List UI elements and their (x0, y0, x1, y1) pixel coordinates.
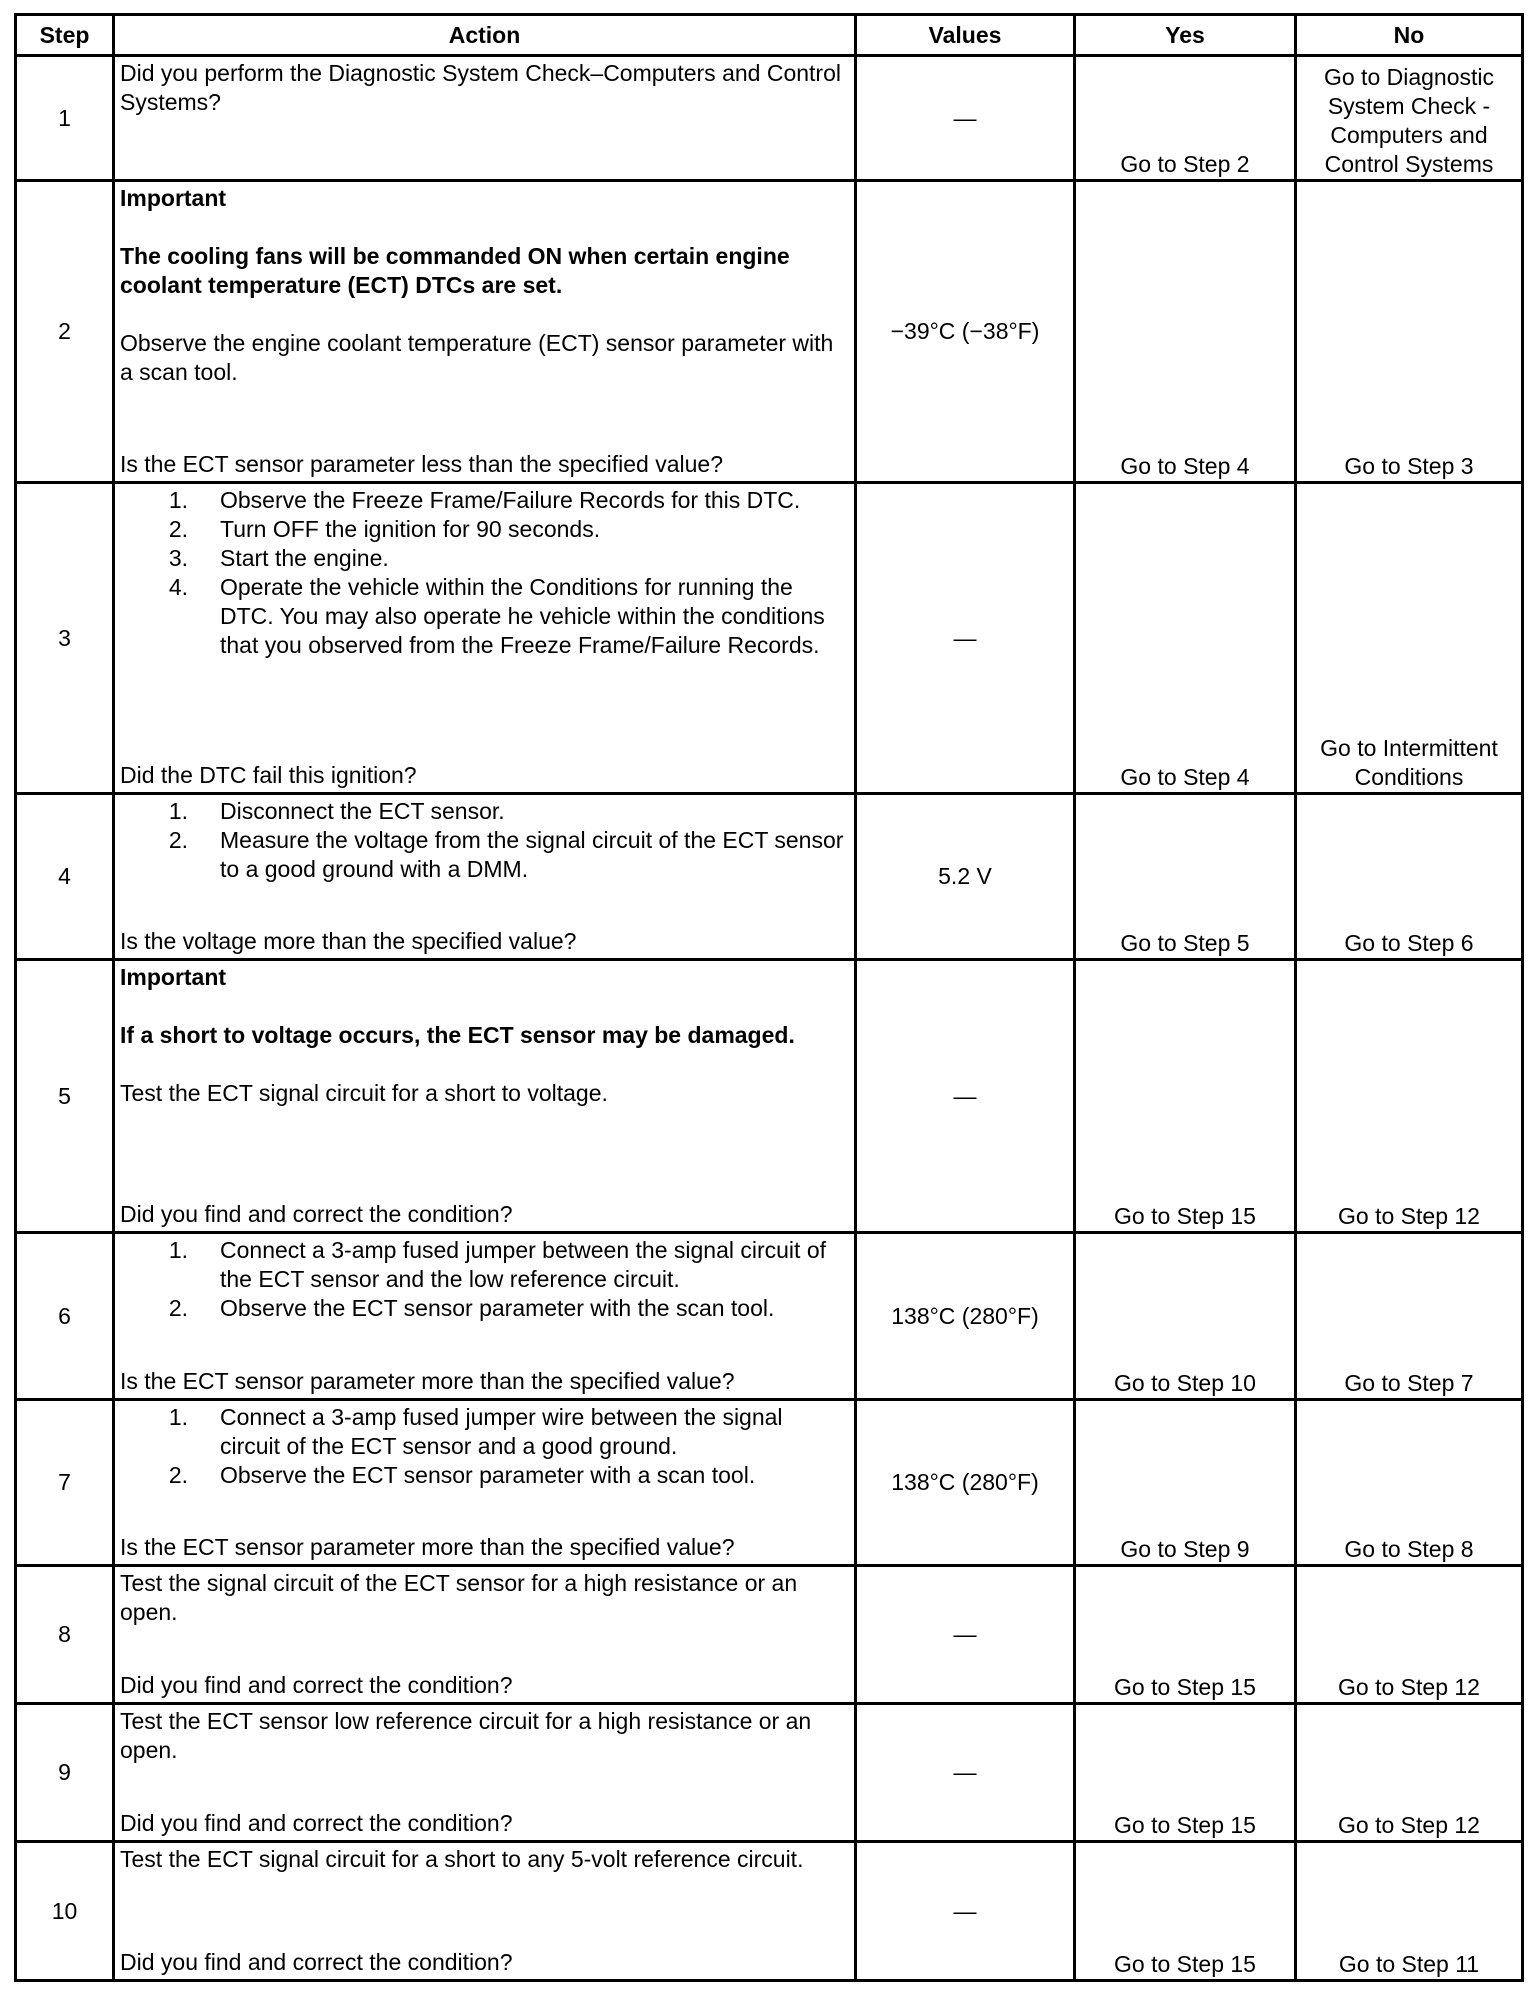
header-row (16, 15, 1523, 56)
no-cell: Go to Step 3 (1296, 181, 1523, 483)
action-cell (114, 1233, 856, 1400)
action-cell (114, 1400, 856, 1566)
value-cell: 138°C (280°F) (856, 1400, 1075, 1566)
action-cell (114, 1842, 856, 1981)
important-text: The cooling fans will be commanded ON when certain engine coolant temperature (ECT) DTCs are set. (120, 243, 790, 298)
value-cell: — (856, 960, 1075, 1233)
action-question: Did you find and correct the condition? (120, 1672, 513, 1698)
list-item: 2. Measure the voltage from the signal circuit of the ECT sensor to a good ground with a DMM. (168, 827, 844, 882)
table-row (16, 1704, 1523, 1842)
no-cell: Go to Diagnostic System Check - Computers and Control Systems (1296, 56, 1523, 181)
action-steps-list (120, 1403, 848, 1490)
action-question: Is the ECT sensor parameter more than the specified value? (120, 1368, 735, 1394)
value-cell: −39°C (−38°F) (856, 181, 1075, 483)
action-cell (114, 1704, 856, 1842)
table-row (16, 483, 1523, 794)
action-question: Is the ECT sensor parameter less than the specified value? (120, 451, 724, 477)
action-instruction: Test the ECT signal circuit for a short to voltage. (120, 1080, 608, 1106)
value-cell: 5.2 V (856, 794, 1075, 960)
yes-cell: Go to Step 2 (1075, 56, 1296, 181)
yes-cell: Go to Step 4 (1075, 181, 1296, 483)
step-number: 1 (16, 56, 114, 181)
header-no: No (1296, 15, 1523, 56)
header-values: Values (856, 15, 1075, 56)
action-question: Did the DTC fail this ignition? (120, 762, 417, 788)
step-number: 8 (16, 1566, 114, 1704)
table-row (16, 1400, 1523, 1566)
header-yes: Yes (1075, 15, 1296, 56)
action-steps-list (120, 797, 848, 884)
table-row (16, 1233, 1523, 1400)
list-item: 1. Connect a 3-amp fused jumper wire between the signal circuit of the ECT sensor and a good ground. (168, 1404, 783, 1459)
action-instruction: Test the ECT sensor low reference circuit for a high resistance or an open. (120, 1708, 812, 1763)
action-instruction: Test the signal circuit of the ECT sensor for a high resistance or an open. (120, 1570, 798, 1625)
yes-cell: Go to Step 15 (1075, 1566, 1296, 1704)
list-item: 4. Operate the vehicle within the Conditions for running the DTC. You may also operate he vehicle within the conditions that you observed from the Freeze Frame/Failure Records. (168, 574, 825, 658)
table-row (16, 1566, 1523, 1704)
value-cell: — (856, 56, 1075, 181)
value-cell: — (856, 483, 1075, 794)
important-heading: Important (120, 185, 227, 211)
important-text: If a short to voltage occurs, the ECT sensor may be damaged. (120, 1022, 795, 1048)
action-cell (114, 960, 856, 1233)
action-instruction: Observe the engine coolant temperature (ECT) sensor parameter with a scan tool. (120, 330, 834, 385)
table-row (16, 181, 1523, 483)
action-question: Did you find and correct the condition? (120, 1949, 513, 1975)
no-cell: Go to Step 11 (1296, 1842, 1523, 1981)
header-action: Action (114, 15, 856, 56)
value-cell: 138°C (280°F) (856, 1233, 1075, 1400)
diagnostic-table (14, 13, 1524, 1982)
table-row (16, 56, 1523, 181)
action-cell (114, 181, 856, 483)
header-step: Step (16, 15, 114, 56)
step-number: 4 (16, 794, 114, 960)
no-cell: Go to Step 12 (1296, 960, 1523, 1233)
table-row (16, 794, 1523, 960)
action-question: Did you perform the Diagnostic System Check–Computers and Control Systems? (120, 60, 841, 115)
yes-cell: Go to Step 15 (1075, 1704, 1296, 1842)
step-number: 3 (16, 483, 114, 794)
step-number: 2 (16, 181, 114, 483)
step-number: 7 (16, 1400, 114, 1566)
action-question: Did you find and correct the condition? (120, 1810, 513, 1836)
table-row (16, 1842, 1523, 1981)
step-number: 5 (16, 960, 114, 1233)
action-cell (114, 1566, 856, 1704)
step-number: 6 (16, 1233, 114, 1400)
list-item: 2. Observe the ECT sensor parameter with the scan tool. (168, 1295, 775, 1321)
table-row (16, 960, 1523, 1233)
action-question: Did you find and correct the condition? (120, 1201, 513, 1227)
no-cell: Go to Intermittent Conditions (1296, 483, 1523, 794)
list-item: 1. Connect a 3-amp fused jumper between the signal circuit of the ECT sensor and the low reference circuit. (168, 1237, 826, 1292)
value-cell: — (856, 1842, 1075, 1981)
action-cell (114, 483, 856, 794)
action-cell (114, 794, 856, 960)
no-cell: Go to Step 12 (1296, 1566, 1523, 1704)
step-number: 10 (16, 1842, 114, 1981)
action-question: Is the ECT sensor parameter more than the specified value? (120, 1534, 735, 1560)
value-cell: — (856, 1566, 1075, 1704)
yes-cell: Go to Step 10 (1075, 1233, 1296, 1400)
list-item: 1. Disconnect the ECT sensor. (168, 798, 505, 824)
yes-cell: Go to Step 15 (1075, 1842, 1296, 1981)
list-item: 1. Observe the Freeze Frame/Failure Records for this DTC. (168, 487, 801, 513)
action-steps-list (120, 486, 848, 660)
important-heading: Important (120, 964, 227, 990)
no-cell: Go to Step 7 (1296, 1233, 1523, 1400)
action-cell (114, 56, 856, 181)
action-steps-list (120, 1236, 848, 1323)
no-cell: Go to Step 6 (1296, 794, 1523, 960)
list-item: 3. Start the engine. (168, 545, 389, 571)
no-cell: Go to Step 12 (1296, 1704, 1523, 1842)
yes-cell: Go to Step 9 (1075, 1400, 1296, 1566)
yes-cell: Go to Step 15 (1075, 960, 1296, 1233)
no-cell: Go to Step 8 (1296, 1400, 1523, 1566)
yes-cell: Go to Step 4 (1075, 483, 1296, 794)
yes-cell: Go to Step 5 (1075, 794, 1296, 960)
action-instruction: Test the ECT signal circuit for a short to any 5-volt reference circuit. (120, 1846, 804, 1872)
action-question: Is the voltage more than the specified value? (120, 928, 577, 954)
step-number: 9 (16, 1704, 114, 1842)
list-item: 2. Observe the ECT sensor parameter with a scan tool. (168, 1462, 756, 1488)
list-item: 2. Turn OFF the ignition for 90 seconds. (168, 516, 601, 542)
value-cell: — (856, 1704, 1075, 1842)
